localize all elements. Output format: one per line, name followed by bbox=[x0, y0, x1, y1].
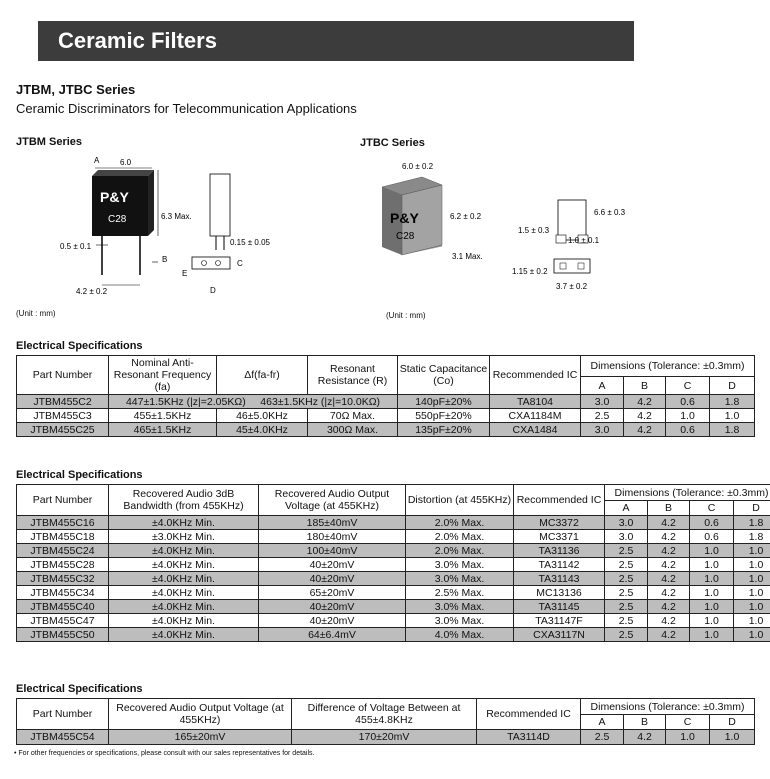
t1-head-resonant: Resonant Resistance (R) bbox=[308, 356, 398, 395]
t1-head-a: A bbox=[581, 377, 624, 395]
t1-head-part: Part Number bbox=[17, 356, 109, 395]
t3-r0-d: 1.0 bbox=[710, 730, 755, 745]
t1-r1-ic: CXA1184M bbox=[490, 409, 581, 423]
t1-head-d: D bbox=[710, 377, 755, 395]
t1-r0-part: JTBM455C2 bbox=[17, 395, 109, 409]
table-row bbox=[17, 600, 770, 614]
t3-head-d: D bbox=[710, 715, 755, 730]
t2-r4-dist: 3.0% Max. bbox=[406, 572, 514, 586]
t2-r2-a: 2.5 bbox=[605, 544, 648, 558]
t2-r5-ic: MC13136 bbox=[514, 586, 605, 600]
jtbm-unit-note: (Unit : mm) bbox=[16, 309, 56, 318]
t2-head-b: B bbox=[648, 501, 690, 516]
t2-r5-d: 1.0 bbox=[734, 586, 770, 600]
table-row bbox=[17, 395, 755, 409]
jtbc-dim-h: 6.2 ± 0.2 bbox=[450, 212, 482, 221]
t2-r8-bw: ±4.0KHz Min. bbox=[109, 628, 259, 642]
t2-r3-ic: TA31142 bbox=[514, 558, 605, 572]
t3-head-part: Part Number bbox=[17, 699, 109, 730]
t3-head-ic: Recommended IC bbox=[477, 699, 581, 730]
t1-r0-ic: TA8104 bbox=[490, 395, 581, 409]
t2-r6-dist: 3.0% Max. bbox=[406, 600, 514, 614]
t2-r5-dist: 2.5% Max. bbox=[406, 586, 514, 600]
jtbm-dim-e: E bbox=[182, 269, 188, 278]
t2-r1-ic: MC3371 bbox=[514, 530, 605, 544]
t2-r4-a: 2.5 bbox=[605, 572, 648, 586]
page-title: Ceramic Filters bbox=[58, 28, 217, 53]
jtbc-dim-p1: 1.5 ± 0.3 bbox=[518, 226, 550, 235]
t2-r8-dist: 4.0% Max. bbox=[406, 628, 514, 642]
t1-r1-resonant: 70Ω Max. bbox=[308, 409, 398, 423]
t2-r7-vout: 40±20mV bbox=[259, 614, 406, 628]
t3-r0-b: 4.2 bbox=[624, 730, 666, 745]
t2-r6-b: 4.2 bbox=[648, 600, 690, 614]
jtbm-dim-h: 6.3 Max. bbox=[161, 212, 192, 221]
jtbc-unit-note: (Unit : mm) bbox=[386, 311, 426, 320]
t1-r1-d: 1.0 bbox=[710, 409, 755, 423]
jtbm-dim-t: 0.15 ± 0.05 bbox=[230, 238, 270, 247]
table1 bbox=[16, 355, 755, 437]
jtbc-dim-w: 6.0 ± 0.2 bbox=[402, 162, 434, 171]
t2-head-part: Part Number bbox=[17, 485, 109, 516]
t2-r8-ic: CXA3117N bbox=[514, 628, 605, 642]
t2-r2-c: 1.0 bbox=[690, 544, 734, 558]
t1-r1-c: 1.0 bbox=[666, 409, 710, 423]
table-row bbox=[17, 544, 770, 558]
footnote: • For other frequencies or specifications, please consult with our sales representatives for details. bbox=[14, 750, 315, 757]
t1-r0-static: 140pF±20% bbox=[398, 395, 490, 409]
t2-r3-vout: 40±20mV bbox=[259, 558, 406, 572]
t2-r1-d: 1.8 bbox=[734, 530, 770, 544]
t2-head-d: D bbox=[734, 501, 770, 516]
t2-r6-bw: ±4.0KHz Min. bbox=[109, 600, 259, 614]
jtbc-dim-p4: 3.7 ± 0.2 bbox=[556, 282, 588, 291]
t1-r1-static: 550pF±20% bbox=[398, 409, 490, 423]
t2-r2-ic: TA31136 bbox=[514, 544, 605, 558]
t2-r2-d: 1.0 bbox=[734, 544, 770, 558]
t2-r6-ic: TA31145 bbox=[514, 600, 605, 614]
t2-r7-a: 2.5 bbox=[605, 614, 648, 628]
table-row bbox=[17, 572, 770, 586]
t3-head-a: A bbox=[581, 715, 624, 730]
t2-r8-c: 1.0 bbox=[690, 628, 734, 642]
t1-r2-ic: CXA1484 bbox=[490, 423, 581, 437]
t1-head-delta: Δf(fa-fr) bbox=[217, 356, 308, 395]
t2-r0-dist: 2.0% Max. bbox=[406, 516, 514, 530]
t2-r3-part: JTBM455C28 bbox=[17, 558, 109, 572]
table-row bbox=[17, 614, 770, 628]
series-subtitle: Ceramic Discriminators for Telecommunication Applications bbox=[16, 101, 357, 116]
jtbm-dim-c: C bbox=[237, 259, 243, 268]
t2-r4-part: JTBM455C32 bbox=[17, 572, 109, 586]
t2-r7-dist: 3.0% Max. bbox=[406, 614, 514, 628]
t2-r6-part: JTBM455C40 bbox=[17, 600, 109, 614]
t1-r0-b: 4.2 bbox=[624, 395, 666, 409]
t1-r2-resonant: 300Ω Max. bbox=[308, 423, 398, 437]
jtbm-dim-a: A bbox=[94, 156, 100, 165]
t2-r8-a: 2.5 bbox=[605, 628, 648, 642]
t2-r4-d: 1.0 bbox=[734, 572, 770, 586]
t3-head-vout: Recovered Audio Output Voltage (at 455KHz) bbox=[109, 699, 292, 730]
t1-r1-a: 2.5 bbox=[581, 409, 624, 423]
jtbm-series-label: JTBM Series bbox=[16, 136, 83, 148]
t2-r1-bw: ±3.0KHz Min. bbox=[109, 530, 259, 544]
t2-head-vout: Recovered Audio Output Voltage (at 455KHz) bbox=[259, 485, 406, 516]
t2-r6-a: 2.5 bbox=[605, 600, 648, 614]
t2-r2-b: 4.2 bbox=[648, 544, 690, 558]
t2-r3-bw: ±4.0KHz Min. bbox=[109, 558, 259, 572]
t3-r0-vout: 165±20mV bbox=[109, 730, 292, 745]
t2-r5-vout: 65±20mV bbox=[259, 586, 406, 600]
t2-r0-c: 0.6 bbox=[690, 516, 734, 530]
t2-r6-c: 1.0 bbox=[690, 600, 734, 614]
table2-title: Electrical Specifications bbox=[16, 469, 143, 481]
t2-r8-d: 1.0 bbox=[734, 628, 770, 642]
t2-r5-c: 1.0 bbox=[690, 586, 734, 600]
t2-r7-part: JTBM455C47 bbox=[17, 614, 109, 628]
jtbc-dim-t: 3.1 Max. bbox=[452, 252, 483, 261]
jtbm-diagram bbox=[40, 150, 290, 310]
t2-r0-a: 3.0 bbox=[605, 516, 648, 530]
t2-r3-a: 2.5 bbox=[605, 558, 648, 572]
t1-head-static: Static Capacitance (Co) bbox=[398, 356, 490, 395]
t2-r3-d: 1.0 bbox=[734, 558, 770, 572]
t1-r1-b: 4.2 bbox=[624, 409, 666, 423]
table3 bbox=[16, 698, 755, 745]
table-row bbox=[17, 409, 755, 423]
t2-r4-c: 1.0 bbox=[690, 572, 734, 586]
jtbm-dim-lead: 0.5 ± 0.1 bbox=[60, 242, 92, 251]
t1-r0-d: 1.8 bbox=[710, 395, 755, 409]
t1-r0-merged: 447±1.5KHz (|z|=2.05KΩ) 463±1.5KHz (|z|=10.0KΩ) bbox=[109, 395, 398, 409]
t2-r7-b: 4.2 bbox=[648, 614, 690, 628]
t2-head-dist: Distortion (at 455KHz) bbox=[406, 485, 514, 516]
t1-r2-nominal: 465±1.5KHz bbox=[109, 423, 217, 437]
jtbc-dim-p2: 1.0 ± 0.1 bbox=[568, 236, 600, 245]
t2-r4-vout: 40±20mV bbox=[259, 572, 406, 586]
t2-r5-part: JTBM455C34 bbox=[17, 586, 109, 600]
t2-r0-b: 4.2 bbox=[648, 516, 690, 530]
t1-r0-c: 0.6 bbox=[666, 395, 710, 409]
jtbm-marking-2: C28 bbox=[108, 214, 127, 225]
t2-r7-d: 1.0 bbox=[734, 614, 770, 628]
t2-r0-vout: 185±40mV bbox=[259, 516, 406, 530]
t2-r0-ic: MC3372 bbox=[514, 516, 605, 530]
t2-r7-c: 1.0 bbox=[690, 614, 734, 628]
t2-r6-d: 1.0 bbox=[734, 600, 770, 614]
t2-r1-b: 4.2 bbox=[648, 530, 690, 544]
t2-r0-part: JTBM455C16 bbox=[17, 516, 109, 530]
jtbc-marking-2: C28 bbox=[396, 231, 415, 242]
t1-r2-delta: 45±4.0KHz bbox=[217, 423, 308, 437]
t2-r1-part: JTBM455C18 bbox=[17, 530, 109, 544]
t1-r2-b: 4.2 bbox=[624, 423, 666, 437]
t1-head-c: C bbox=[666, 377, 710, 395]
t2-r2-vout: 100±40mV bbox=[259, 544, 406, 558]
t1-r1-part: JTBM455C3 bbox=[17, 409, 109, 423]
t3-head-dims: Dimensions (Tolerance: ±0.3mm) bbox=[581, 699, 755, 715]
table-row bbox=[17, 558, 770, 572]
jtbm-dim-b: B bbox=[162, 255, 168, 264]
t2-r8-vout: 64±6.4mV bbox=[259, 628, 406, 642]
t1-r2-part: JTBM455C25 bbox=[17, 423, 109, 437]
t2-r6-vout: 40±20mV bbox=[259, 600, 406, 614]
t2-r4-bw: ±4.0KHz Min. bbox=[109, 572, 259, 586]
t2-r1-a: 3.0 bbox=[605, 530, 648, 544]
table-row bbox=[17, 423, 755, 437]
t2-r3-c: 1.0 bbox=[690, 558, 734, 572]
table1-title: Electrical Specifications bbox=[16, 340, 143, 352]
page-banner bbox=[38, 21, 634, 61]
t2-r8-b: 4.2 bbox=[648, 628, 690, 642]
t3-head-diff: Difference of Voltage Between at 455±4.8KHz bbox=[292, 699, 477, 730]
t1-head-ic: Recommended IC bbox=[490, 356, 581, 395]
t1-r1-nominal: 455±1.5KHz bbox=[109, 409, 217, 423]
t2-r3-dist: 3.0% Max. bbox=[406, 558, 514, 572]
t2-r3-b: 4.2 bbox=[648, 558, 690, 572]
t1-r2-a: 3.0 bbox=[581, 423, 624, 437]
t1-r2-static: 135pF±20% bbox=[398, 423, 490, 437]
t3-r0-c: 1.0 bbox=[666, 730, 710, 745]
jtbm-body bbox=[92, 176, 148, 236]
table-row bbox=[17, 530, 770, 544]
series-title: JTBM, JTBC Series bbox=[16, 82, 136, 97]
jtbm-dim-pitch: 4.2 ± 0.2 bbox=[76, 287, 108, 296]
t2-r0-bw: ±4.0KHz Min. bbox=[109, 516, 259, 530]
table3-title: Electrical Specifications bbox=[16, 683, 143, 695]
table-row bbox=[17, 516, 770, 530]
t2-r1-dist: 2.0% Max. bbox=[406, 530, 514, 544]
t2-r7-ic: TA31147F bbox=[514, 614, 605, 628]
t1-r2-d: 1.8 bbox=[710, 423, 755, 437]
t2-r2-dist: 2.0% Max. bbox=[406, 544, 514, 558]
t2-head-a: A bbox=[605, 501, 648, 516]
t2-r7-bw: ±4.0KHz Min. bbox=[109, 614, 259, 628]
t2-r1-vout: 180±40mV bbox=[259, 530, 406, 544]
t1-head-b: B bbox=[624, 377, 666, 395]
t2-head-dims: Dimensions (Tolerance: ±0.3mm) bbox=[605, 485, 770, 501]
jtbc-diagram bbox=[370, 155, 640, 300]
t3-head-b: B bbox=[624, 715, 666, 730]
table-row bbox=[17, 628, 770, 642]
t3-r0-part: JTBM455C54 bbox=[17, 730, 109, 745]
jtbc-series-label: JTBC Series bbox=[360, 137, 425, 149]
jtbc-marking-1: P&Y bbox=[390, 210, 419, 226]
jtbc-dim-p3: 1.15 ± 0.2 bbox=[512, 267, 548, 276]
t2-head-c: C bbox=[690, 501, 734, 516]
t2-head-bw: Recovered Audio 3dB Bandwidth (from 455KHz) bbox=[109, 485, 259, 516]
t2-r8-part: JTBM455C50 bbox=[17, 628, 109, 642]
table-row bbox=[17, 730, 755, 745]
t2-r5-a: 2.5 bbox=[605, 586, 648, 600]
t2-r0-d: 1.8 bbox=[734, 516, 770, 530]
t1-r2-c: 0.6 bbox=[666, 423, 710, 437]
t2-head-ic: Recommended IC bbox=[514, 485, 605, 516]
table-row bbox=[17, 586, 770, 600]
table2 bbox=[16, 484, 770, 642]
t2-r4-b: 4.2 bbox=[648, 572, 690, 586]
jtbm-dim-d: D bbox=[210, 286, 216, 295]
t3-r0-ic: TA3114D bbox=[477, 730, 581, 745]
t2-r2-bw: ±4.0KHz Min. bbox=[109, 544, 259, 558]
t2-r1-c: 0.6 bbox=[690, 530, 734, 544]
t1-r1-delta: 46±5.0KHz bbox=[217, 409, 308, 423]
t3-r0-a: 2.5 bbox=[581, 730, 624, 745]
t3-r0-diff: 170±20mV bbox=[292, 730, 477, 745]
t1-r0-a: 3.0 bbox=[581, 395, 624, 409]
t2-r5-bw: ±4.0KHz Min. bbox=[109, 586, 259, 600]
jtbm-marking-1: P&Y bbox=[100, 189, 129, 205]
t1-head-nominal: Nominal Anti-Resonant Frequency (fa) bbox=[109, 356, 217, 395]
t3-head-c: C bbox=[666, 715, 710, 730]
jtbc-dim-h2: 6.6 ± 0.3 bbox=[594, 208, 626, 217]
t2-r5-b: 4.2 bbox=[648, 586, 690, 600]
jtbm-dim-w: 6.0 bbox=[120, 158, 132, 167]
t2-r2-part: JTBM455C24 bbox=[17, 544, 109, 558]
t2-r4-ic: TA31143 bbox=[514, 572, 605, 586]
t1-head-dims: Dimensions (Tolerance: ±0.3mm) bbox=[581, 356, 755, 377]
